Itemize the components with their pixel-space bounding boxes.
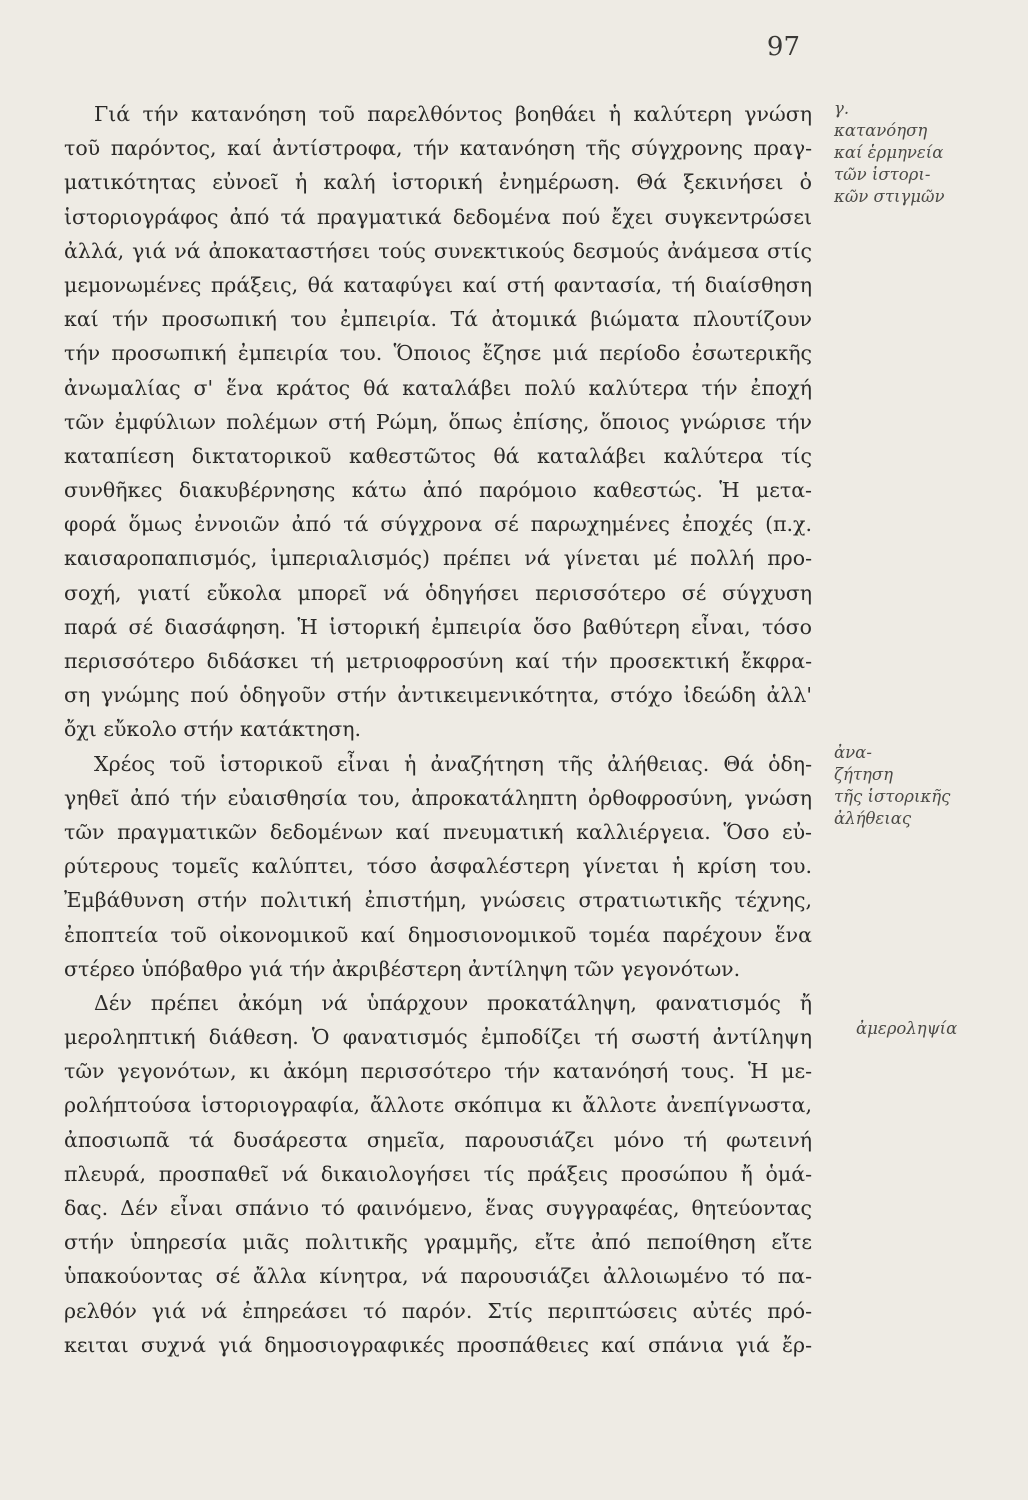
paragraph-3 xyxy=(64,986,812,1362)
margin-note-understanding xyxy=(834,98,1004,208)
margin-note-line: τῆς ἱστορικῆς xyxy=(834,787,951,806)
text-line: ση γνώμης πού ὁδηγοῦν στήν ἀντικειμενικότητα, στόχο ἰδεώδη ἀλλ' xyxy=(64,683,812,708)
margin-note-line: γ. xyxy=(834,99,850,118)
text-line: στήν ὑπηρεσία μιᾶς πολιτικῆς γραμμῆς, εἴτε ἀπό πεποίθηση εἴτε xyxy=(64,1230,812,1255)
text-line: μεμονωμένες πράξεις, θά καταφύγει καί στή φαντασία, τή διαίσθηση xyxy=(64,272,812,297)
text-line: Δέν πρέπει ἀκόμη νά ὑπάρχουν προκατάληψη, φανατισμός ἤ xyxy=(94,990,812,1015)
text-line: περισσότερο διδάσκει τή μετριοφροσύνη καί τήν προσεκτική ἔκφρα- xyxy=(64,649,812,673)
text-line: τῶν ἐμφύλιων πολέμων στή Ρώμη, ὅπως ἐπίσης, ὅποιος γνώρισε τήν xyxy=(64,409,812,434)
text-line: καταπίεση δικτατορικοῦ καθεστῶτος θά καταλάβει καλύτερα τίς xyxy=(64,443,812,468)
text-line: στέρεο ὑπόβαθρο γιά τήν ἀκριβέστερη ἀντίληψη τῶν γεγονότων. xyxy=(64,956,741,981)
margin-note-line: κῶν στιγμῶν xyxy=(834,187,945,206)
margin-note-line: ἀνα- xyxy=(834,743,872,762)
page-number: 97 xyxy=(766,32,800,62)
text-line: Χρέος τοῦ ἱστορικοῦ εἶναι ἡ ἀναζήτηση τῆς ἀλήθειας. Θά ὁδη- xyxy=(94,751,812,776)
text-line: τοῦ παρόντος, καί ἀντίστροφα, τήν κατανόηση τῆς σύγχρονης πραγ- xyxy=(64,136,812,161)
text-line: τῶν γεγονότων, κι ἀκόμη περισσότερο τήν κατανόησή τους. Ἡ με- xyxy=(64,1059,812,1084)
text-line: ρελθόν γιά νά ἐπηρεάσει τό παρόν. Στίς περιπτώσεις αὐτές πρό- xyxy=(64,1298,812,1323)
text-line: συνθῆκες διακυβέρνησης κάτω ἀπό παρόμοιο καθεστώς. Ἡ μετα- xyxy=(64,478,812,503)
text-line: ρύτερους τομεῖς καλύπτει, τόσο ἀσφαλέστερη γίνεται ἡ κρίση του. xyxy=(64,854,812,879)
margin-note-line: ζήτηση xyxy=(834,765,893,784)
text-line: τήν προσωπική ἐμπειρία του. Ὅποιος ἔζησε μιά περίοδο ἐσωτερικῆς xyxy=(64,341,812,366)
margin-note-search-truth xyxy=(834,742,1004,830)
text-line: τῶν πραγματικῶν δεδομένων καί πνευματική καλλιέργεια. Ὅσο εὐ- xyxy=(64,819,812,844)
text-line: ρολήπτούσα ἱστοριογραφία, ἄλλοτε σκόπιμα κι ἄλλοτε ἀνεπίγνωστα, xyxy=(64,1093,812,1118)
text-line: κειται συχνά γιά δημοσιογραφικές προσπάθειες καί σπάνια γιά ἔρ- xyxy=(64,1332,812,1357)
main-text xyxy=(64,97,812,1362)
text-line: ματικότητας εὐνοεῖ ἡ καλή ἱστορική ἐνημέρωση. Θά ξεκινήσει ὁ xyxy=(64,170,812,195)
margin-note-line: καί ἑρμηνεία xyxy=(834,143,944,162)
text-line: ὑπακούοντας σέ ἄλλα κίνητρα, νά παρουσιάζει ἀλλοιωμένο τό πα- xyxy=(64,1264,812,1289)
paragraph-1 xyxy=(64,97,812,747)
margin-note-line: τῶν ἱστορι- xyxy=(834,165,931,184)
text-line: καί τήν προσωπική του ἐμπειρία. Τά ἀτομικά βιώματα πλουτίζουν xyxy=(64,307,812,332)
text-line: σοχή, γιατί εὔκολα μπορεῖ νά ὁδηγήσει περισσότερο σέ σύγχυση xyxy=(64,580,812,605)
text-line: ὄχι εὔκολο στήν κατάκτηση. xyxy=(64,717,362,742)
text-line: ἀλλά, γιά νά ἀποκαταστήσει τούς συνεκτικούς δεσμούς ἀνάμεσα στίς xyxy=(64,238,812,263)
text-line: μεροληπτική διάθεση. Ὁ φανατισμός ἐμποδίζει τή σωστή ἀντίληψη xyxy=(64,1025,812,1050)
margin-note-line: κατανόηση xyxy=(834,121,928,140)
text-line: φορά ὅμως ἐννοιῶν ἀπό τά σύγχρονα σέ παρωχημένες ἐποχές (π.χ. xyxy=(64,512,812,537)
margin-note-line: ἀλήθειας xyxy=(834,809,912,828)
text-line: γηθεῖ ἀπό τήν εὐαισθησία του, ἀπροκατάληπτη ὀρθοφροσύνη, γνώση xyxy=(64,785,812,810)
text-line: ἀποσιωπᾶ τά δυσάρεστα σημεῖα, παρουσιάζει μόνο τή φωτεινή xyxy=(64,1127,812,1152)
text-line: Γιά τήν κατανόηση τοῦ παρελθόντος βοηθάει ἡ καλύτερη γνώση xyxy=(94,102,812,126)
margin-note-impartiality xyxy=(856,1018,1026,1040)
text-line: παρά σέ διασάφηση. Ἡ ἱστορική ἐμπειρία ὅσο βαθύτερη εἶναι, τόσο xyxy=(64,614,812,639)
margin-note-line: ἀμεροληψία xyxy=(856,1019,958,1038)
text-line: ἱστοριογράφος ἀπό τά πραγματικά δεδομένα πού ἔχει συγκεντρώσει xyxy=(64,204,812,229)
paragraph-2 xyxy=(64,747,812,986)
text-line: ἐποπτεία τοῦ οἰκονομικοῦ καί δημοσιονομικοῦ τομέα παρέχουν ἕνα xyxy=(64,922,812,947)
text-line: δας. Δέν εἶναι σπάνιο τό φαινόμενο, ἕνας συγγραφέας, θητεύοντας xyxy=(64,1196,812,1220)
text-line: Ἐμβάθυνση στήν πολιτική ἐπιστήμη, γνώσεις στρατιωτικῆς τέχνης, xyxy=(64,888,812,913)
text-line: πλευρά, προσπαθεῖ νά δικαιολογήσει τίς πράξεις προσώπου ἤ ὁμά- xyxy=(64,1161,812,1186)
text-line: ἀνωμαλίας σ' ἕνα κράτος θά καταλάβει πολύ καλύτερα τήν ἐποχή xyxy=(64,375,812,400)
text-line: καισαροπαπισμός, ἰμπεριαλισμός) πρέπει νά γίνεται μέ πολλή προ- xyxy=(64,546,812,571)
